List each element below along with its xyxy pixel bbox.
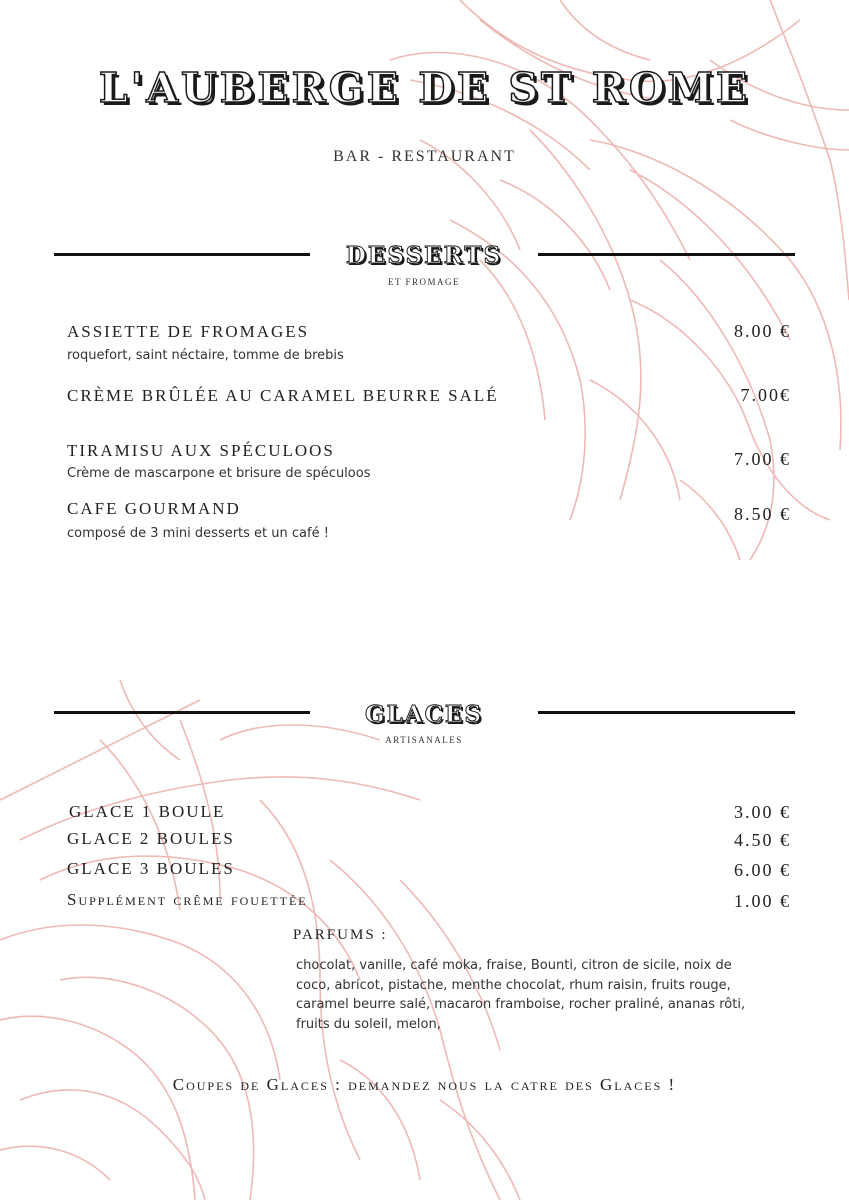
item-description: roquefort, saint néctaire, tomme de brebis [67, 348, 344, 363]
leaf-illustration-bottom-left [0, 680, 560, 1200]
item-price: 3.00 € [734, 802, 791, 822]
section-divider-right [538, 253, 795, 256]
item-name: GLACE 3 BOULES [67, 859, 235, 878]
restaurant-title: L'AUBERGE DE ST ROME [98, 64, 751, 112]
item-price: 4.50 € [734, 830, 791, 850]
item-name: CAFE GOURMAND [67, 499, 241, 518]
footer-note: Coupes de Glaces : demandez nous la catre des Glaces ! [172, 1075, 677, 1094]
item-name: Supplément crême fouettée [67, 890, 308, 909]
item-price: 1.00 € [734, 891, 791, 911]
item-price: 8.50 € [734, 504, 791, 524]
item-name: GLACE 1 BOULE [69, 802, 226, 821]
desserts-heading: DESSERTS [345, 242, 503, 269]
item-name: GLACE 2 BOULES [67, 829, 235, 848]
item-description: Crème de mascarpone et brisure de spéculoos [67, 466, 371, 481]
glaces-subheading: ARTISANALES [385, 735, 463, 745]
item-price: 7.00€ [740, 385, 791, 405]
section-divider-left [54, 711, 310, 714]
section-divider-right [538, 711, 795, 714]
item-name: ASSIETTE DE FROMAGES [67, 322, 310, 341]
item-name: TIRAMISU AUX SPÉCULOOS [67, 441, 335, 460]
desserts-subheading: ET FROMAGE [387, 277, 461, 287]
item-name: CRÈME BRÛLÉE AU CARAMEL BEURRE SALÉ [67, 386, 499, 405]
item-price: 6.00 € [734, 860, 791, 880]
flavours-list: chocolat, vanille, café moka, fraise, Bounti, citron de sicile, noix de coco, abricot, pistache, menthe chocolat, rhum raisin, fruits rouge, caramel beurre salé, macaron framboise, rocher praliné, ananas rôti, fruits du soleil, melon, [296, 958, 746, 1032]
item-price: 7.00 € [734, 449, 791, 469]
restaurant-subtitle: BAR - RESTAURANT [333, 148, 516, 165]
section-divider-left [54, 253, 310, 256]
glaces-heading: GLACES [364, 701, 484, 728]
item-description: composé de 3 mini desserts et un café ! [67, 526, 329, 541]
flavours-label: PARFUMS : [293, 927, 388, 943]
item-price: 8.00 € [734, 321, 791, 341]
